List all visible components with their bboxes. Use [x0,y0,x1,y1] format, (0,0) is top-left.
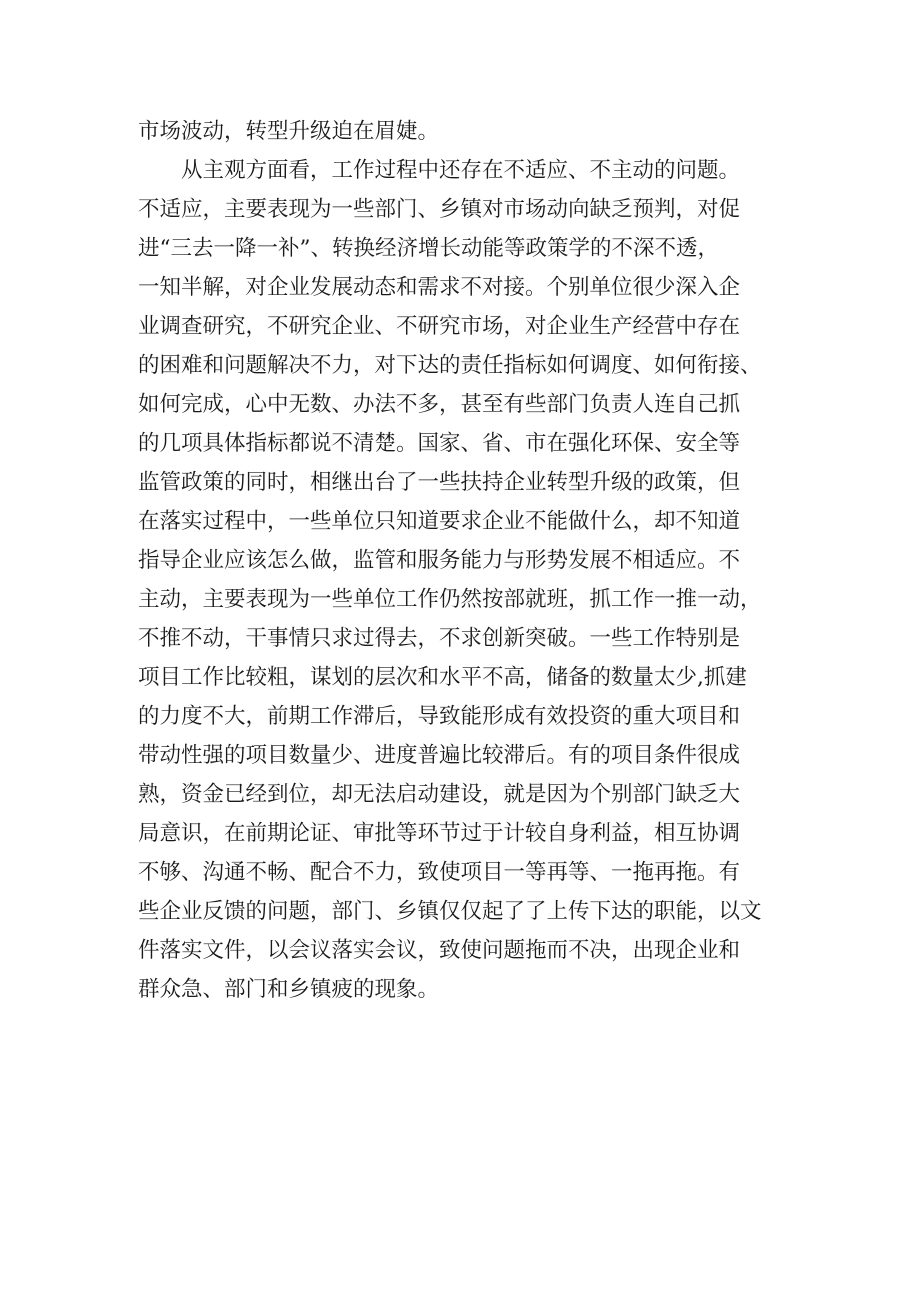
text-line: 一知半解，对企业发展动态和需求不对接。个别单位很少深入企 [138,275,741,300]
text-line: 局意识，在前期论证、审批等环节过于计较自身利益，相互协调 [138,821,741,846]
text-line: 件落实文件，以会议落实会议，致使问题拖而不决，出现企业和 [138,938,741,963]
text-line: 如何完成，心中无数、办法不多，甚至有些部门负责人连自己抓 [138,392,741,417]
text-line: 监管政策的同时，相继出台了一些扶持企业转型升级的政策，但 [138,470,741,495]
text-line: 在落实过程中，一些单位只知道要求企业不能做什么，却不知道 [138,509,741,534]
text-line: 熟，资金已经到位，却无法启动建设，就是因为个别部门缺乏大 [138,782,741,807]
text-line: 项目工作比较粗，谋划的层次和水平不高，储备的数量太少,抓建 [138,665,747,690]
text-line: 带动性强的项目数量少、进度普遍比较滞后。有的项目条件很成 [138,743,741,768]
text-line: 从主观方面看，工作过程中还存在不适应、不主动的问题。 [138,158,741,183]
text-line: 不推不动，干事情只求过得去，不求创新突破。一些工作特别是 [138,626,741,651]
body-text [138,112,798,1009]
text-line: 的几项具体指标都说不清楚。国家、省、市在强化环保、安全等 [138,431,741,456]
text-line: 市场波动，转型升级迫在眉婕。 [138,119,440,144]
text-line: 指导企业应该怎么做，监管和服务能力与形势发展不相适应。不 [138,548,741,573]
text-line: 不够、沟通不畅、配合不力，致使项目一等再等、一拖再拖。有 [138,860,741,885]
text-line: 主动，主要表现为一些单位工作仍然按部就班，抓工作一推一动， [138,587,762,612]
text-line: 不适应，主要表现为一些部门、乡镇对市场动向缺乏预判，对促 [138,197,741,222]
text-line: 业调查研究，不研究企业、不研究市场，对企业生产经营中存在 [138,314,741,339]
text-line: 群众急、部门和乡镇疲的现象。 [138,977,440,1002]
text-line: 些企业反馈的问题，部门、乡镇仅仅起了了上传下达的职能，以文 [138,899,762,924]
text-line: 的困难和问题解决不力，对下达的责任指标如何调度、如何衔接、 [138,353,762,378]
text-line: 进“三去一降一补”、转换经济增长动能等政策学的不深不透， [138,236,719,261]
text-line: 的力度不大，前期工作滞后，导致能形成有效投资的重大项目和 [138,704,741,729]
